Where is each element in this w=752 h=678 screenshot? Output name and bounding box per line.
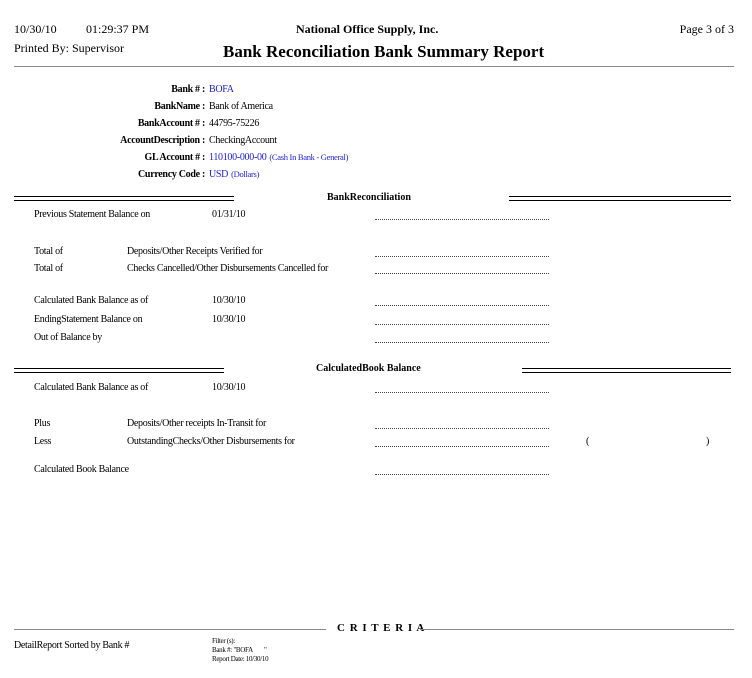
bank-info-label: Currency Code : (138, 169, 205, 180)
value-text: 44795-75226 (209, 118, 260, 129)
bank-info-value (209, 152, 348, 163)
row-label: Total of (34, 246, 63, 257)
paren-close: ) (706, 436, 710, 447)
filter-date: Report Date: 10/30/10 (212, 655, 269, 663)
criteria-divider (420, 629, 734, 630)
row-label: Previous Statement Balance on (34, 209, 150, 220)
dotted-leader (375, 305, 549, 306)
divider (14, 196, 234, 201)
sort-description: DetailReport Sorted by Bank # (14, 640, 130, 651)
bank-info-value (209, 101, 273, 112)
printed-by: Printed By: Supervisor (14, 41, 124, 55)
row-label: Total of (34, 263, 63, 274)
bank-info-value (209, 169, 259, 180)
row-description: Deposits/Other Receipts Verified for (127, 246, 263, 257)
row-description: Checks Cancelled/Other Disbursements Cancelled for (127, 263, 329, 274)
section-title: CalculatedBook Balance (316, 363, 421, 374)
criteria-divider (14, 629, 326, 630)
dotted-leader (375, 219, 549, 220)
value-text: USD (209, 169, 229, 180)
page-number: Page 3 of 3 (679, 22, 734, 36)
bank-info-value (209, 84, 234, 95)
bank-info-label: Bank # : (171, 84, 205, 95)
row-label: Plus (34, 418, 51, 429)
row-date: 10/30/10 (212, 295, 246, 306)
row-label: Less (34, 436, 52, 447)
bank-info-label: BankName : (154, 101, 205, 112)
value-text: CheckingAccount (209, 135, 277, 146)
dotted-leader (375, 446, 549, 447)
bank-info-label: BankAccount # : (137, 118, 205, 129)
row-description: Deposits/Other receipts In-Transit for (127, 418, 267, 429)
value-text: 110100-000-00 (209, 152, 267, 163)
row-label: Out of Balance by (34, 332, 102, 343)
value-extra: (Cash In Bank - General) (269, 152, 349, 162)
paren-open: ( (586, 436, 590, 447)
bank-info-value (209, 135, 277, 146)
divider (14, 368, 224, 373)
print-time: 01:29:37 PM (86, 22, 150, 36)
filter-title: Filter (s): (212, 637, 235, 645)
row-label: EndingStatement Balance on (34, 314, 143, 325)
print-date: 10/30/10 (14, 22, 57, 36)
section-title: BankReconciliation (327, 192, 411, 203)
row-description: OutstandingChecks/Other Disbursements for (127, 436, 295, 447)
row-date: 10/30/10 (212, 382, 246, 393)
row-label: Calculated Book Balance (34, 464, 129, 475)
dotted-leader (375, 273, 549, 274)
dotted-leader (375, 342, 549, 343)
filter-block (212, 637, 268, 664)
company-name: National Office Supply, Inc. (296, 22, 439, 36)
row-date: 10/30/10 (212, 314, 246, 325)
dotted-leader (375, 474, 549, 475)
filter-bank: Bank #: "BOFA " (212, 646, 267, 654)
bank-info-label: GL Account # : (144, 152, 205, 163)
dotted-leader (375, 256, 549, 257)
row-label: Calculated Bank Balance as of (34, 382, 149, 393)
row-label: Calculated Bank Balance as of (34, 295, 149, 306)
divider (509, 196, 731, 201)
report-title: Bank Reconciliation Bank Summary Report (223, 42, 545, 61)
divider (522, 368, 731, 373)
dotted-leader (375, 392, 549, 393)
value-text: Bank of America (209, 101, 273, 112)
value-text: BOFA (209, 84, 234, 95)
dotted-leader (375, 324, 549, 325)
header-divider (14, 66, 734, 67)
value-extra: (Dollars) (231, 169, 260, 179)
bank-info-value (209, 118, 259, 129)
criteria-title: C R I T E R I A (337, 622, 426, 634)
dotted-leader (375, 428, 549, 429)
bank-info-label: AccountDescription : (120, 135, 205, 146)
row-date: 01/31/10 (212, 209, 246, 220)
